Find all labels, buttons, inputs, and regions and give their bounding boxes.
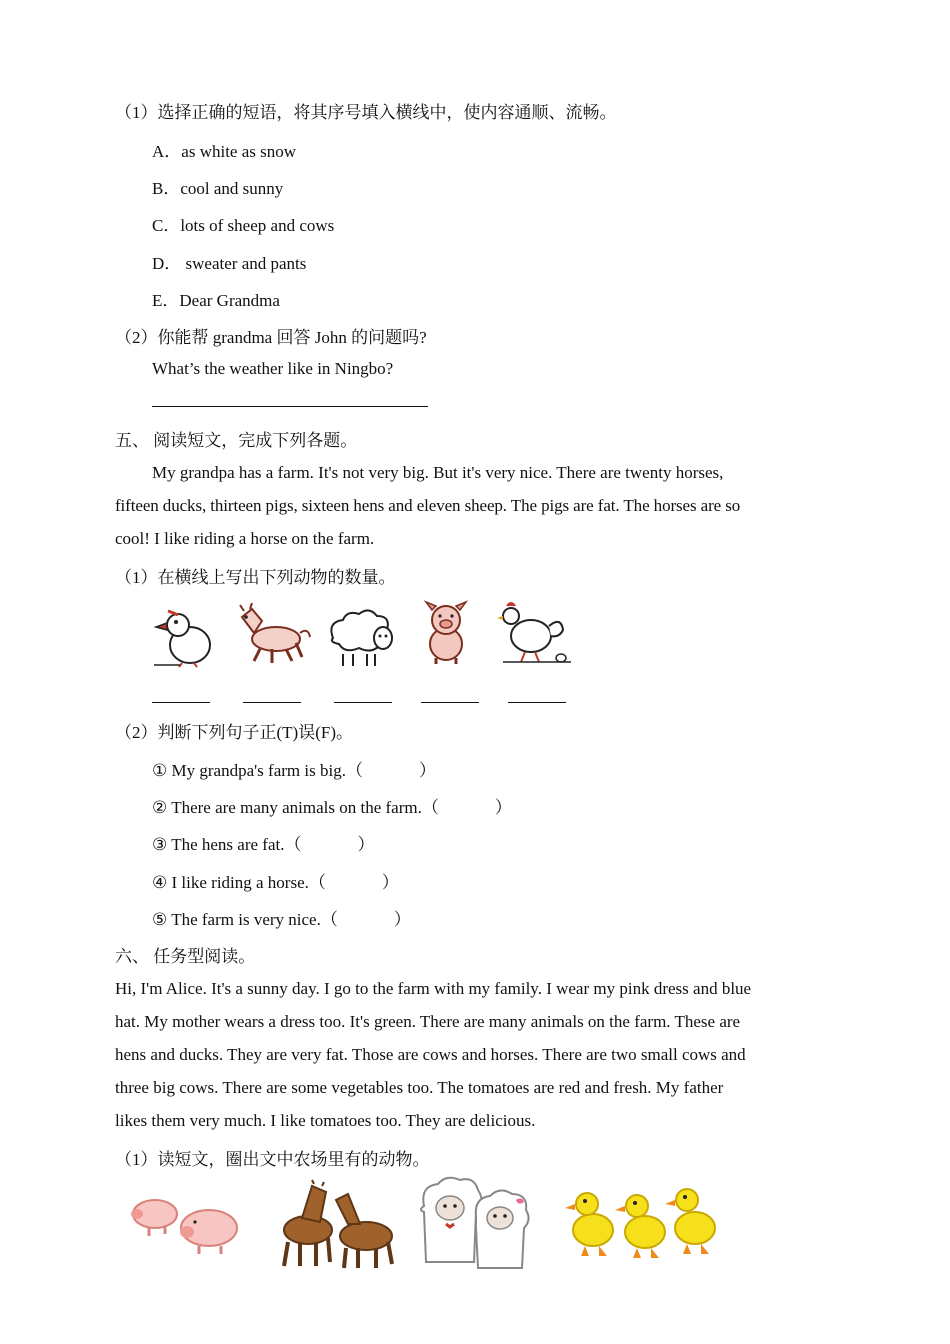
pigs-icon[interactable] — [125, 1192, 245, 1256]
statement-text: I like riding a horse.（ — [171, 873, 326, 892]
option-c: C．lots of sheep and cows — [152, 216, 335, 235]
statement-number: ② — [152, 798, 168, 817]
paren-close: ） — [357, 835, 375, 854]
section6-passage-line1: Hi, I'm Alice. It's a sunny day. I go to the farm with my family. I wear my pink dress and blue — [115, 979, 752, 998]
q1-instruction: （1）选择正确的短语，将其序号填入横线中，使内容通顺、流畅。 — [115, 103, 617, 122]
section6-passage-line5: likes them very much. I like tomatoes too. They are delicious. — [115, 1111, 536, 1130]
statement-3 — [152, 830, 374, 855]
hen-icon — [495, 600, 573, 666]
option-b: B．cool and sunny — [152, 179, 284, 198]
paren-close: ） — [418, 761, 436, 780]
count-blank-horse[interactable] — [243, 702, 301, 703]
q2-instruction: （2）你能帮 grandma 回答 John 的问题吗? — [115, 328, 427, 347]
count-blank-sheep[interactable] — [334, 702, 392, 703]
section6-heading: 六、 任务型阅读。 — [115, 947, 256, 966]
statement-text: My grandpa's farm is big.（ — [171, 761, 363, 780]
count-blank-pig[interactable] — [421, 702, 479, 703]
q2-question: What’s the weather like in Ningbo? — [152, 359, 394, 378]
paren-close: ） — [381, 873, 399, 892]
horses-icon[interactable] — [272, 1178, 404, 1270]
section6-passage-line3: hens and ducks. They are very fat. Those are cows and horses. There are two small cows and — [115, 1045, 746, 1064]
section5-passage-line2: fifteen ducks, thirteen pigs, sixteen hens and eleven sheep. The pigs are fat. The horses are so — [115, 496, 741, 515]
statement-number: ④ — [152, 873, 168, 892]
count-blank-hen[interactable] — [508, 702, 566, 703]
section6-q1-instruction: （1）读短文，圈出文中农场里有的动物。 — [115, 1150, 430, 1169]
ducks-icon[interactable] — [565, 1186, 725, 1262]
sheep-icon — [323, 608, 399, 668]
statement-text: The farm is very nice.（ — [171, 910, 338, 929]
section6-passage-line4: three big cows. There are some vegetables too. The tomatoes are red and fresh. My father — [115, 1078, 724, 1097]
paren-close: ） — [494, 798, 512, 817]
pig-icon — [418, 600, 474, 666]
statement-text: There are many animals on the farm.（ — [171, 798, 439, 817]
horse-icon — [232, 603, 312, 667]
statement-1 — [152, 756, 436, 781]
section5-heading: 五、 阅读短文，完成下列各题。 — [115, 431, 358, 450]
section5-q2-instruction: （2）判断下列句子正(T)误(F)。 — [115, 723, 353, 742]
statement-number: ⑤ — [152, 910, 168, 929]
paren-close: ） — [393, 910, 411, 929]
section5-q1-instruction: （1）在横线上写出下列动物的数量。 — [115, 568, 396, 587]
count-blank-duck[interactable] — [152, 702, 210, 703]
answer-blank[interactable] — [152, 392, 428, 412]
statement-5 — [152, 905, 411, 930]
option-a: A．as white as snow — [152, 142, 297, 161]
statement-number: ③ — [152, 835, 168, 854]
sheep-pair-icon[interactable] — [418, 1176, 534, 1272]
statement-text: The hens are fat.（ — [171, 835, 302, 854]
statement-4 — [152, 868, 399, 893]
section5-passage-line1: My grandpa has a farm. It's not very big. But it's very nice. There are twenty horses, — [152, 463, 724, 482]
option-d: D． sweater and pants — [152, 254, 307, 273]
section6-passage-line2: hat. My mother wears a dress too. It's green. There are many animals on the farm. These are — [115, 1012, 741, 1031]
duck-icon — [150, 605, 214, 669]
section5-passage-line3: cool! I like riding a horse on the farm. — [115, 529, 375, 548]
statement-2 — [152, 793, 512, 818]
option-e: E．Dear Grandma — [152, 291, 280, 310]
statement-number: ① — [152, 761, 168, 780]
